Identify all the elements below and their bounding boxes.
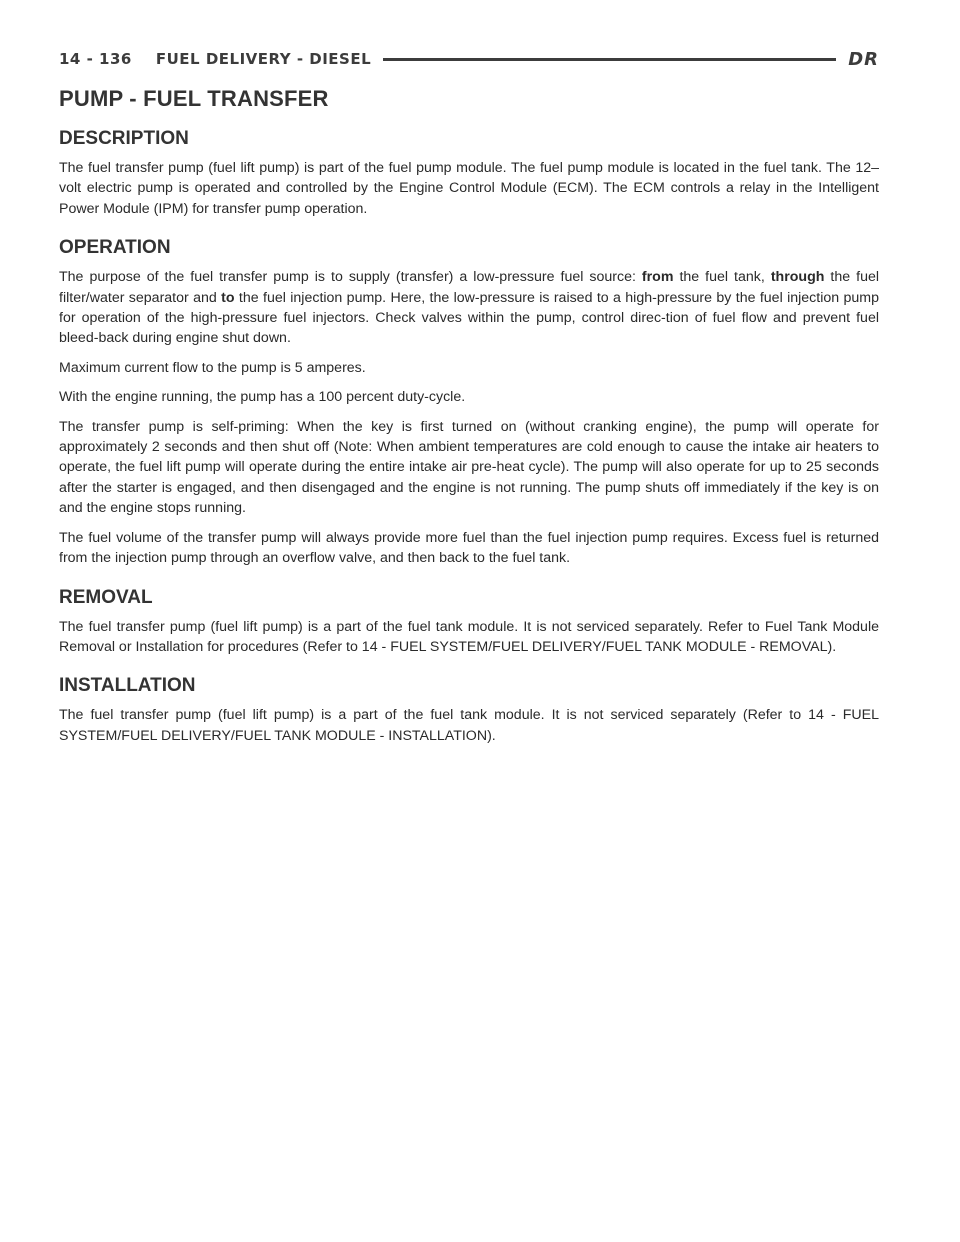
removal-heading: REMOVAL [59,586,153,608]
running-header [59,46,879,72]
operation-section [59,237,879,568]
document-body [59,128,879,764]
operation-paragraph-1 [59,267,879,349]
operation-text-c: the fuel filter/water separator and [59,269,880,306]
operation-through: through [770,269,825,286]
page-number: 14 - 136 [59,50,132,68]
operation-paragraph-2: Maximum current flow to the pump is 5 amperes. [59,359,366,376]
installation-section [59,675,879,746]
description-paragraph: The fuel transfer pump (fuel lift pump) is part of the fuel pump module. The fuel pump module is located in the fuel tank. The 12–volt electric pump is operated and controlled by the Engine Control Module (ECM). The ECM controls a relay in the Intelligent Power Module (IPM) for transfer pump operation. [59,160,879,217]
installation-heading: INSTALLATION [59,675,196,697]
installation-paragraph: The fuel transfer pump (fuel lift pump) is a part of the fuel tank module. It is not serviced separately (Refer to 14 - FUEL SYSTEM/FUEL DELIVERY/FUEL TANK MODULE - INSTALLATION). [59,707,879,744]
page-title: PUMP - FUEL TRANSFER [59,86,329,111]
header-rule [383,58,836,61]
operation-text-d: the fuel injection pump. Here, the low-pressure is raised to a high-pressure by the fuel injection pump for operation of the high-pressure fuel injectors. Check valves within the pump, control direc-tion of fuel flow and prevent fuel bleed-back during engine shut down. [59,289,879,347]
operation-from: from [641,269,674,286]
operation-paragraph-5: The fuel volume of the transfer pump will always provide more fuel than the fuel injection pump requires. Excess fuel is returned from the injection pump through an overflow valve, and then back to the fuel tank. [59,529,879,567]
operation-paragraph-3: With the engine running, the pump has a 100 percent duty-cycle. [59,389,466,406]
operation-to: to [221,289,235,306]
section-title: FUEL DELIVERY - DIESEL [155,50,372,68]
operation-text-b: the fuel tank, [673,269,771,286]
removal-paragraph: The fuel transfer pump (fuel lift pump) is a part of the fuel tank module. It is not serviced separately. Refer to Fuel Tank Module Removal or Installation for procedures (Refer to 14 - FUEL SYSTEM/FUEL DELIVERY/FUEL TANK MODULE - REMOVAL). [59,618,879,655]
operation-paragraph-4: The transfer pump is self-priming: When the key is first turned on (without cranking engine), the pump will operate for approximately 2 seconds and then shut off (Note: When ambient temperatures are cold enough to cause the intake air heaters to operate, the fuel lift pump will operate during the entire intake air pre-heat cycle). The pump will also operate for up to 25 seconds after the starter is engaged, and then disengaged and the engine is not running. The pump shuts off immediately if the key is on and the engine stops running. [59,418,879,517]
operation-heading: OPERATION [59,237,171,259]
model-code: DR [848,48,879,70]
operation-text-a: The purpose of the fuel transfer pump is to supply (transfer) a low-pressure fuel source: [59,269,642,286]
description-section [59,128,879,219]
removal-section [59,587,879,658]
description-heading: DESCRIPTION [59,128,189,149]
